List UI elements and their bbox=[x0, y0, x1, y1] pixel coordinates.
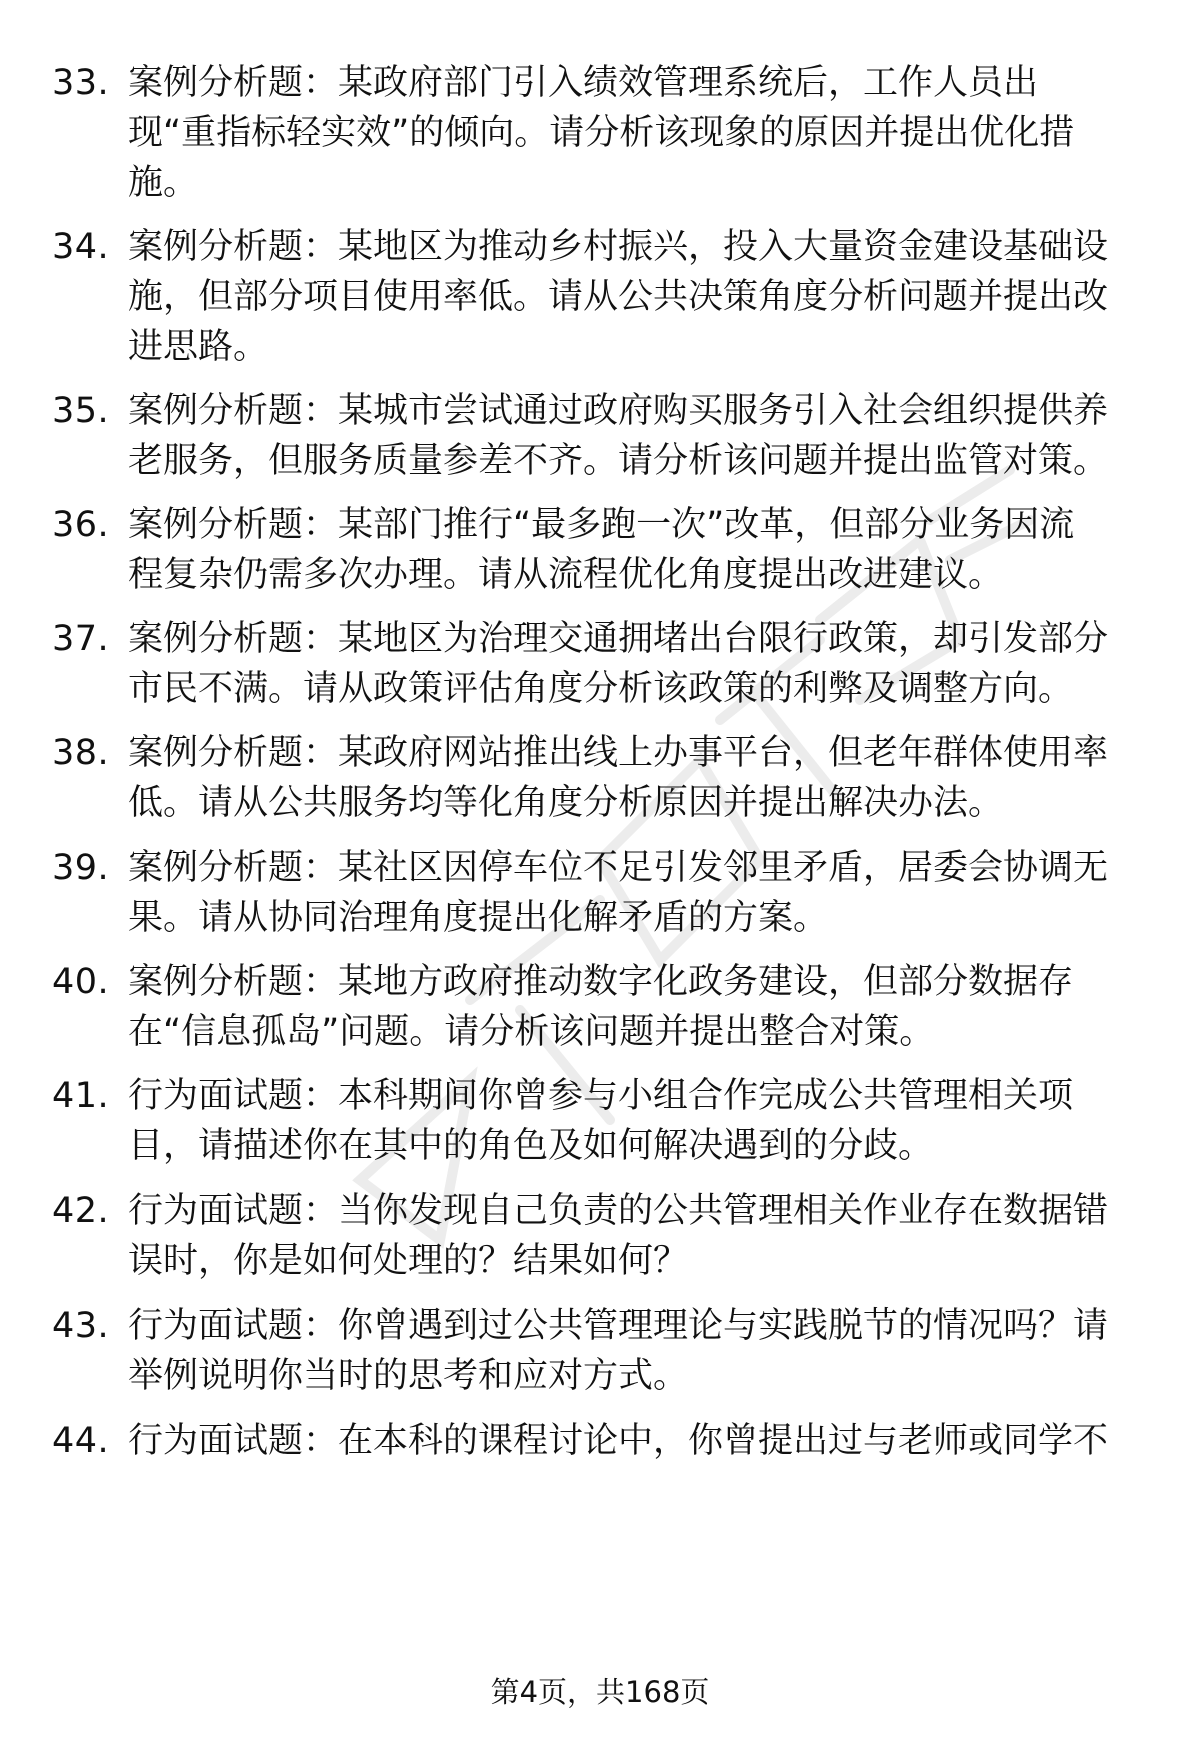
question-text bbox=[128, 222, 1152, 372]
question-text-line: 误时，你是如何处理的？结果如何？ bbox=[128, 1241, 689, 1281]
question-text-line: 施，但部分项目使用率低。请从公共决策角度分析问题并提出改 bbox=[128, 277, 1109, 317]
question-text-line: 市民不满。请从政策评估角度分析该政策的利弊及调整方向。 bbox=[128, 669, 1074, 709]
question-text bbox=[128, 1416, 1152, 1466]
question-text bbox=[128, 957, 1152, 1057]
question-number: 35. bbox=[52, 391, 110, 431]
question-text-line: 老服务，但服务质量参差不齐。请分析该问题并提出监管对策。 bbox=[128, 441, 1109, 481]
question-number: 33. bbox=[52, 63, 110, 103]
question-text-line: 案例分析题：某地区为推动乡村振兴，投入大量资金建设基础设 bbox=[128, 227, 1109, 267]
question-text-line: 现“重指标轻实效”的倾向。请分析该现象的原因并提出优化措 bbox=[128, 113, 1075, 153]
question-text-line: 行为面试题：在本科的课程讨论中，你曾提出过与老师或同学不 bbox=[128, 1421, 1109, 1461]
question-text bbox=[128, 386, 1152, 486]
question-text-line: 进思路。 bbox=[128, 327, 269, 367]
question-text-line: 案例分析题：某社区因停车位不足引发邻里矛盾，居委会协调无 bbox=[128, 848, 1109, 888]
page-footer: 第4页，共168页 bbox=[490, 1675, 710, 1709]
question-text bbox=[128, 1186, 1152, 1286]
question-text-line: 在“信息孤岛”问题。请分析该问题并提出整合对策。 bbox=[128, 1012, 935, 1052]
question-text bbox=[128, 614, 1152, 714]
question-text bbox=[128, 728, 1152, 828]
question-number: 44. bbox=[52, 1421, 110, 1461]
question-number: 38. bbox=[52, 733, 110, 773]
question-text bbox=[128, 1071, 1152, 1171]
question-text bbox=[128, 58, 1152, 208]
question-text-line: 案例分析题：某地方政府推动数字化政务建设，但部分数据存 bbox=[128, 962, 1074, 1002]
question-number: 42. bbox=[52, 1191, 110, 1231]
question-text-line: 案例分析题：某政府网站推出线上办事平台，但老年群体使用率 bbox=[128, 733, 1109, 773]
question-text-line: 案例分析题：某政府部门引入绩效管理系统后，工作人员出 bbox=[128, 63, 1039, 103]
question-text bbox=[128, 1301, 1152, 1401]
question-text-line: 举例说明你当时的思考和应对方式。 bbox=[128, 1356, 689, 1396]
question-text-line: 行为面试题：当你发现自己负责的公共管理相关作业存在数据错 bbox=[128, 1191, 1109, 1231]
question-text-line: 果。请从协同治理角度提出化解矛盾的方案。 bbox=[128, 898, 829, 938]
question-text bbox=[128, 843, 1152, 943]
question-number: 41. bbox=[52, 1076, 110, 1116]
question-number: 40. bbox=[52, 962, 110, 1002]
question-text-line: 案例分析题：某部门推行“最多跑一次”改革，但部分业务因流 bbox=[128, 505, 1075, 545]
question-number: 43. bbox=[52, 1306, 110, 1346]
question-text-line: 行为面试题：你曾遇到过公共管理理论与实践脱节的情况吗？请 bbox=[128, 1306, 1109, 1346]
question-text-line: 程复杂仍需多次办理。请从流程优化角度提出改进建议。 bbox=[128, 555, 1004, 595]
question-number: 37. bbox=[52, 619, 110, 659]
question-number: 39. bbox=[52, 848, 110, 888]
question-number: 36. bbox=[52, 505, 110, 545]
question-text-line: 行为面试题：本科期间你曾参与小组合作完成公共管理相关项 bbox=[128, 1076, 1074, 1116]
question-text-line: 施。 bbox=[128, 163, 199, 203]
question-text-line: 低。请从公共服务均等化角度分析原因并提出解决办法。 bbox=[128, 783, 1004, 823]
question-text-line: 案例分析题：某地区为治理交通拥堵出台限行政策，却引发部分 bbox=[128, 619, 1109, 659]
question-text-line: 目，请描述你在其中的角色及如何解决遇到的分歧。 bbox=[128, 1126, 934, 1166]
question-text bbox=[128, 500, 1152, 600]
question-number: 34. bbox=[52, 227, 110, 267]
question-text-line: 案例分析题：某城市尝试通过政府购买服务引入社会组织提供养 bbox=[128, 391, 1109, 431]
